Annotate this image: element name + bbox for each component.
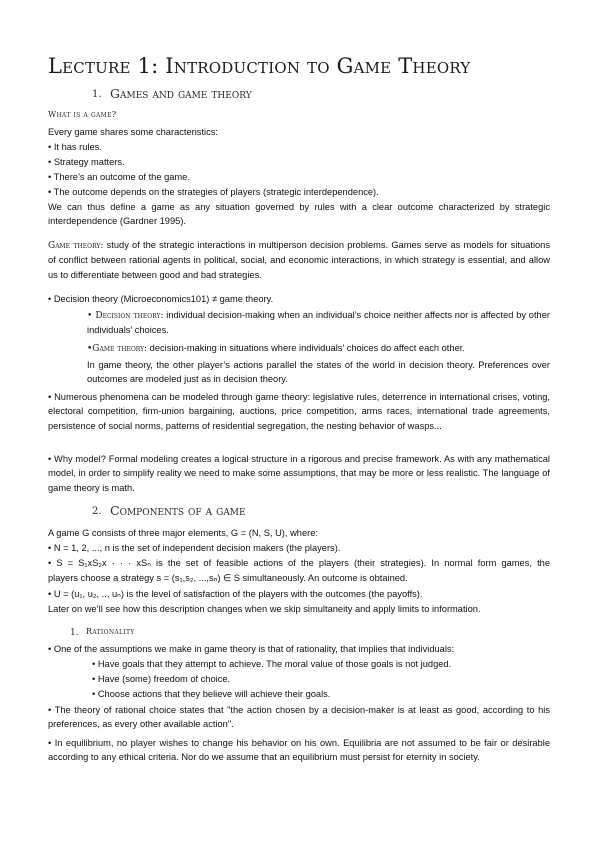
list-item: • U = (u₁, u₂, .., uₙ) is the level of satisfaction of the players with the outcomes (the payoffs). [48, 589, 423, 599]
definition-text: individual decision-making when an individual’s choice neither affects nor is affected by other individuals’ choices. [87, 310, 550, 336]
list-item: • In equilibrium, no player wishes to change his behavior on his own. Equilibria are not assumed to be fair or desirable according to any ethical criteria. Nor do we assume that an equilibrium must persist for eternity in society. [48, 738, 550, 763]
list-item: • Have (some) freedom of choice. [92, 674, 231, 684]
page-title: Lecture 1: Introduction to Game Theory [48, 54, 471, 78]
list-item: • Choose actions that they believe will achieve their goals. [92, 689, 331, 699]
list-item [87, 308, 550, 338]
section-heading: Components of a game [110, 503, 246, 518]
list-item [87, 341, 550, 356]
term-label: • Decision theory: [87, 311, 164, 321]
list-item: • The outcome depends on the strategies of players (strategic interdependence). [48, 187, 379, 197]
list-item: • Numerous phenomena can be modeled through game theory: legislative rules, deterrence in international crises, voting, electoral competition, firm-union bargaining, auctions, price competition, arms races, international trade agreements, persistence of social norms, patterns of residential segregation, the nesting behavior of wasps... [48, 392, 550, 431]
section-heading: Games and game theory [110, 86, 252, 101]
paragraph: Later on we’ll see how this description changes when we skip simultaneity and apply limits to information. [48, 604, 481, 614]
term-label: •Game theory: [87, 344, 148, 354]
definition-text: study of the strategic interactions in multiperson decision problems. Games serve as models for situations of conflict between rational agents in political, social, and economic interactions, in which strategy is essential, and allow us to differentiate between good and bad strategies. [48, 240, 550, 280]
list-item: • One of the assumptions we make in game theory is that of rationality, that implies that individuals: [48, 644, 455, 654]
list-item: • Have goals that they attempt to achieve. The moral value of those goals is not judged. [92, 659, 452, 669]
paragraph: A game G consists of three major elements, G = (N, S, U), where: [48, 528, 318, 538]
section-number: 2. [92, 506, 102, 517]
list-item: • Strategy matters. [48, 157, 125, 167]
list-item: • S = S₁xS₂x · · · xSₙ is the set of feasible actions of the players (their strategies). In normal form games, the [48, 558, 550, 568]
section-number: 1. [70, 628, 79, 638]
list-item: • Why model? Formal modeling creates a logical structure in a rigorous and precise framework. As with any mathematical model, in order to simplify reality we need to make some assumptions, that may be more or less realistic. The language of game theory is math. [48, 454, 550, 493]
section-number: 1. [92, 89, 102, 100]
list-item: • Decision theory (Microeconomics101) ≠ game theory. [48, 294, 274, 304]
list-item: • It has rules. [48, 142, 102, 152]
paragraph: players choose a strategy s = (s₁,s₂, ...,sₙ) ∈ S simultaneously. An outcome is obtained. [48, 573, 408, 583]
paragraph [48, 238, 550, 282]
subsection-heading: What is a game? [48, 110, 117, 119]
list-item: • N = 1, 2, ..., n is the set of independent decision makers (the players). [48, 543, 341, 553]
paragraph: Every game shares some characteristics: [48, 127, 218, 137]
subsection-heading: Rationality [86, 627, 135, 636]
definition-text: decision-making in situations where individuals’ choices do affect each other. [147, 343, 465, 353]
list-item: • There’s an outcome of the game. [48, 172, 190, 182]
paragraph: We can thus define a game as any situation governed by rules with a clear outcome characterized by strategic interdependence (Gardner 1995). [48, 202, 550, 227]
term-label: Game theory: [48, 241, 104, 251]
list-item: • The theory of rational choice states that "the action chosen by a decision-maker is at least as good, according to his preferences, as every other available action". [48, 705, 550, 730]
paragraph: In game theory, the other player’s actions parallel the states of the world in decision theory. Preferences over outcomes are modeled just as in decision theory. [87, 360, 550, 385]
